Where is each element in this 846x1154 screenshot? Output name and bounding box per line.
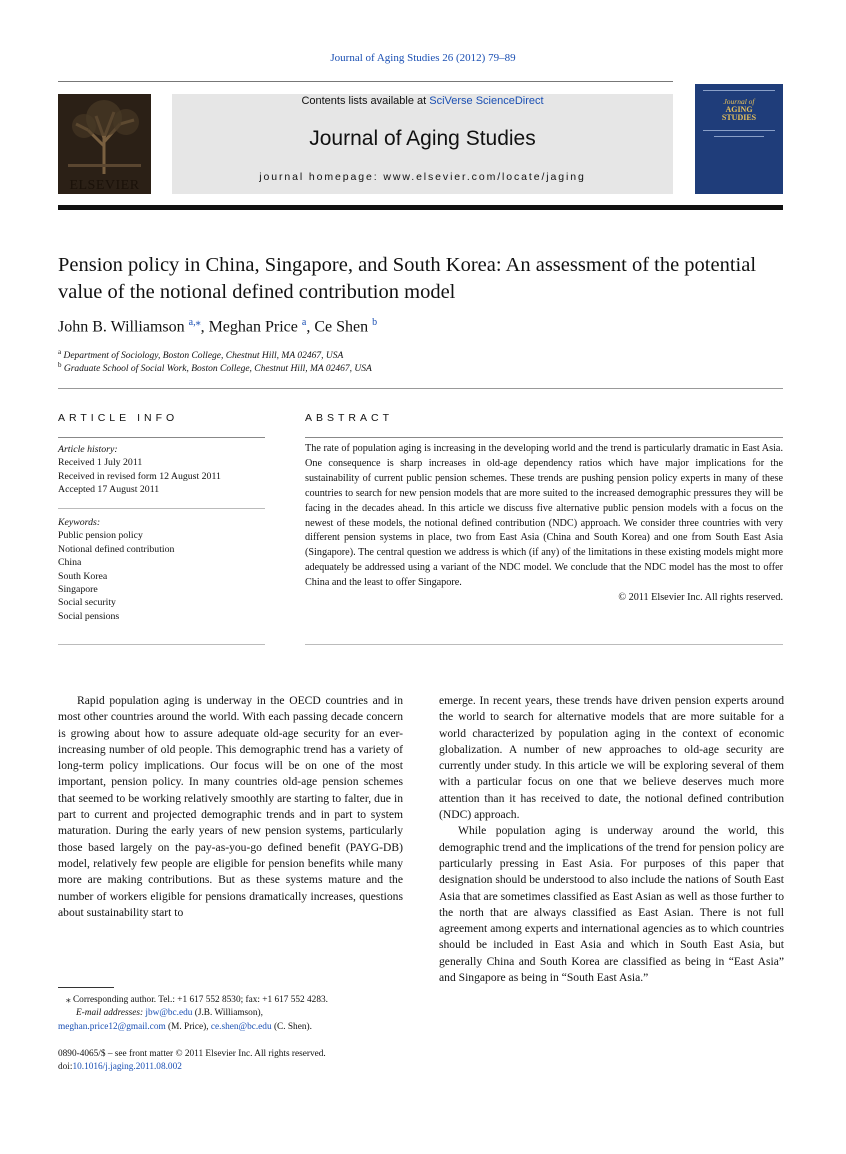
journal-citation[interactable]: Journal of Aging Studies 26 (2012) 79–89 xyxy=(330,52,516,64)
author-name: Meghan Price xyxy=(208,318,298,336)
email-link[interactable]: jbw@bc.edu xyxy=(145,1008,193,1019)
footnote-rule xyxy=(58,987,114,988)
corresponding-author: ⁎ Corresponding author. Tel.: +1 617 552 8530; fax: +1 617 552 4283. xyxy=(66,995,328,1005)
doi-link[interactable]: 10.1016/j.jaging.2011.08.002 xyxy=(72,1062,182,1073)
sciencedirect-link[interactable]: SciVerse ScienceDirect xyxy=(429,95,544,107)
abstract-copyright: © 2011 Elsevier Inc. All rights reserved. xyxy=(618,592,783,604)
cover-rule xyxy=(703,90,775,91)
keyword: China xyxy=(58,557,82,569)
divider xyxy=(305,644,783,645)
author-list: John B. Williamson $^{a,⁎}$, Meghan Price $^a$, Ce Shen $^b$ xyxy=(58,317,378,336)
keyword: South Korea xyxy=(58,570,108,582)
history-label: Article history: xyxy=(58,444,118,455)
affiliation: $^b$ Graduate School of Social Work, Boston College, Chestnut Hill, MA 02467, USA xyxy=(58,361,372,375)
journal-homepage[interactable]: journal homepage: www.elsevier.com/locate/jaging xyxy=(259,171,586,183)
article-info-heading: ARTICLE INFO xyxy=(58,412,179,424)
keyword: Notional defined contribution xyxy=(58,543,175,555)
email-link[interactable]: meghan.price12@gmail.com xyxy=(58,1021,166,1032)
author-marks[interactable]: a,⁎ xyxy=(188,317,201,328)
journal-banner xyxy=(172,94,673,194)
keyword: Social security xyxy=(58,597,116,609)
abstract-heading: ABSTRACT xyxy=(305,412,394,424)
abstract xyxy=(305,442,783,606)
cover-title: Journal of AGING STUDIES xyxy=(721,97,757,122)
doi-line: doi:10.1016/j.jaging.2011.08.002 xyxy=(58,1062,182,1073)
cover-rule xyxy=(714,136,764,137)
divider xyxy=(58,437,265,438)
issn-line: 0890-4065/$ – see front matter © 2011 Elsevier Inc. All rights reserved. xyxy=(58,1049,326,1059)
email-line: E-mail addresses: jbw@bc.edu (J.B. Williamson), xyxy=(76,1008,263,1019)
body-paragraph: While population aging is underway around the world, this demographic trend and the implications of the trend for pension policy are particularly pressing in East Asia. For purposes of this paper that designation should be understood to also include the nations of South East Asia that are sometimes classified as East Asian as well as those further to the north that are always classified as East Asian. There is not full agreement among experts and international agencies as to which countries should be included in East Asia and which in South East Asia, but generally China and South Korea are classified as being in “East Asia” and Singapore as being in “South East Asia.” xyxy=(439,824,784,985)
publisher-wordmark: ELSEVIER xyxy=(69,178,140,193)
corresponding-footnote xyxy=(58,994,418,1034)
body-column-left xyxy=(58,693,403,921)
keyword: Singapore xyxy=(58,584,98,596)
journal-cover xyxy=(695,84,783,194)
email-link[interactable]: ce.shen@bc.edu xyxy=(210,1021,272,1032)
history-item: Received in revised form 12 August 2011 xyxy=(58,470,221,482)
keyword: Social pensions xyxy=(58,610,120,622)
divider xyxy=(58,644,265,645)
divider xyxy=(58,388,783,389)
author-marks[interactable]: b xyxy=(372,317,378,328)
history-item: Received 1 July 2011 xyxy=(58,457,143,469)
elsevier-logo xyxy=(58,94,151,194)
contents-line xyxy=(172,95,673,107)
keywords xyxy=(58,516,265,623)
author-marks[interactable]: a xyxy=(301,317,307,328)
tree-icon xyxy=(58,94,151,176)
author-name: Ce Shen xyxy=(314,318,369,336)
divider xyxy=(58,508,265,509)
article-title: Pension policy in China, Singapore, and South Korea: An assessment of the potential value of the notional defined contribution model xyxy=(58,254,757,303)
body-paragraph: Rapid population aging is underway in the OECD countries and in most other countries around the world. With each passing decade concern is growing about how to assure adequate old-age security for an ever-increasing number of old people. This demographic trend has a variety of long-term policy implications. Our focus will be on one of the most important, pension policy. In many countries old-age pension schemes that seemed to be working relatively smoothly are starting to falter, due in part to current and projected demographic trends and in part to system maturation. During the early years of new pension systems, particularly those based largely on the pay-as-you-go defined benefit (PAYG-DB) model, relatively few people are eligible for pension benefits while many more are making contributions. But as these systems mature and the number of workers eligible for pensions dramatically increases, questions about sustainability start to xyxy=(58,694,403,919)
front-matter xyxy=(58,1048,418,1075)
body-column-right xyxy=(439,693,784,986)
keywords-label: Keywords: xyxy=(58,517,101,528)
journal-title: Journal of Aging Studies xyxy=(309,127,536,150)
history-item: Accepted 17 August 2011 xyxy=(58,484,160,496)
article-history xyxy=(58,443,265,497)
contents-prefix: Contents lists available at xyxy=(301,95,430,107)
header-thick-rule xyxy=(58,205,783,210)
cover-rule xyxy=(703,130,775,131)
affiliation: $^a$ Department of Sociology, Boston College, Chestnut Hill, MA 02467, USA xyxy=(58,348,344,362)
keyword: Public pension policy xyxy=(58,530,143,542)
author-name: John B. Williamson xyxy=(58,318,185,336)
header-rule xyxy=(58,81,673,82)
body-paragraph: emerge. In recent years, these trends have driven pension experts around the world to search for alternative models that are more suitable for a world characterized by population aging in the context of economic globalization. A number of new approaches to old-age security are currently under study. In this article we will be exploring several of them with a particular focus on one that we believe deserves much more attention than it has received to date, the notional defined contribution (NDC) approach. xyxy=(439,694,784,822)
email-line: meghan.price12@gmail.com (M. Price), ce.shen@bc.edu (C. Shen). xyxy=(58,1021,312,1032)
abstract-text: The rate of population aging is increasing in the developing world and the trend is particularly dramatic in East Asia. One consequence is sharp increases in old-age dependency ratios which have major implications for the sustainability of current public pension schemes. These trends are pushing pension policy experts in many of these countries to search for new pension models that are more suited to the increased demographic pressures they will be facing in the decades ahead. In this article we discuss five alternative public pension models with a focus on the newest of these models, the notional defined contribution (NDC) approach. We consider three countries with very different pension systems in place, two from East Asia (China and South Korea) and one from South East Asia (Singapore). The central question we address is which (if any) of the limitations in these existing models might more adequately be addressed using a variant of the NDC model. We conclude that the NDC model has the most to offer China and the least to offer Singapore. xyxy=(305,443,783,589)
divider xyxy=(305,437,783,438)
